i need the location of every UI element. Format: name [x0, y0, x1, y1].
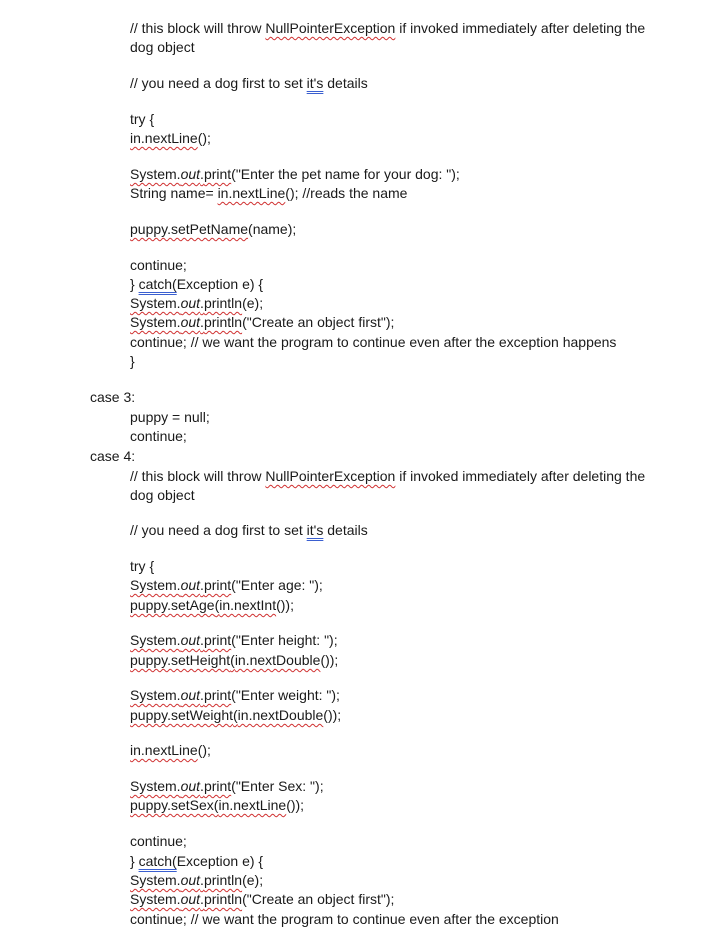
text: println	[203, 891, 243, 907]
text: .	[200, 687, 204, 703]
text: .	[200, 166, 204, 182]
spellcheck-word: puppy.setPetName	[130, 221, 249, 237]
text: out	[180, 166, 201, 182]
text: puppy.setHeight	[130, 652, 231, 668]
code-line	[130, 596, 294, 614]
text: ("Create an object first");	[242, 891, 395, 907]
text: .	[200, 891, 204, 907]
text: print	[203, 778, 232, 794]
code-line	[130, 706, 341, 724]
text: in.nextDouble	[234, 652, 321, 668]
code-line: continue; // we want the program to continue even after the exception happens	[130, 334, 617, 350]
text: // you need a dog first to set	[130, 75, 307, 91]
text: out	[180, 577, 201, 593]
code-line	[130, 852, 263, 870]
case-label: case 3:	[90, 389, 136, 405]
text: .	[200, 295, 204, 311]
grammar-word: catch(	[138, 853, 177, 869]
text: details	[323, 522, 368, 538]
text: .	[200, 632, 204, 648]
text: .	[200, 872, 204, 888]
text: println	[203, 314, 243, 330]
text: puppy.setWeight	[130, 707, 233, 723]
text: // you need a dog first to set	[130, 522, 307, 538]
text: ());	[276, 597, 294, 613]
text: out	[180, 778, 201, 794]
text: out	[180, 872, 201, 888]
text: in.nextInt	[219, 597, 277, 613]
text: // this block will throw	[130, 468, 266, 484]
spellcheck-word: NullPointerException	[265, 20, 396, 36]
text: ());	[323, 707, 342, 723]
comment-line	[130, 19, 645, 37]
comment-line	[130, 74, 368, 92]
text: (name);	[248, 221, 297, 237]
text: System.	[130, 632, 181, 648]
text: (e);	[242, 872, 264, 888]
code-line: try {	[130, 558, 155, 574]
text: .	[200, 577, 204, 593]
text: System.	[130, 778, 181, 794]
code-line	[130, 741, 211, 759]
text: in.nextLine	[218, 797, 287, 813]
text: if invoked immediately after deleting the	[395, 468, 646, 484]
text: print	[203, 577, 232, 593]
text: ());	[286, 797, 305, 813]
code-line	[130, 129, 211, 147]
text: print	[203, 687, 232, 703]
code-line	[130, 165, 460, 183]
code-line: continue;	[130, 428, 187, 444]
text: ("Enter age: ");	[231, 577, 323, 593]
text: Exception e) {	[176, 853, 264, 869]
code-line: puppy = null;	[130, 409, 210, 425]
text: if invoked immediately after deleting the	[395, 20, 646, 36]
text: ();	[197, 130, 211, 146]
text: (	[230, 652, 235, 668]
grammar-word: it's	[306, 522, 324, 538]
text: }	[130, 276, 139, 292]
code-line	[130, 631, 338, 649]
code-line	[130, 796, 304, 814]
text: details	[323, 75, 368, 91]
code-line: continue;	[130, 257, 187, 273]
code-line	[130, 313, 394, 331]
text: out	[180, 891, 201, 907]
text: ("Enter height: ");	[231, 632, 338, 648]
text: (); //reads the name	[285, 185, 408, 201]
text: puppy.setSex	[130, 797, 214, 813]
code-line: continue; // we want the program to continue even after the exception	[130, 911, 559, 927]
comment-line: dog object	[130, 39, 195, 55]
text: Exception e) {	[176, 276, 264, 292]
text: System.	[130, 314, 181, 330]
code-line	[130, 576, 323, 594]
code-line	[130, 294, 263, 312]
text: (	[214, 597, 220, 613]
text: String name=	[130, 185, 218, 201]
text: out	[180, 314, 201, 330]
code-line	[130, 686, 340, 704]
code-line: continue;	[130, 833, 187, 849]
text: ("Enter weight: ");	[231, 687, 340, 703]
text: .	[200, 778, 204, 794]
text: (	[233, 707, 238, 723]
text: print	[203, 632, 232, 648]
text: System.	[130, 872, 181, 888]
text: puppy.setAge	[130, 597, 215, 613]
comment-line: dog object	[130, 487, 195, 503]
text: out	[180, 687, 201, 703]
text: print	[203, 166, 232, 182]
text: }	[130, 853, 139, 869]
code-line	[130, 220, 296, 238]
spellcheck-word: in.nextLine	[217, 185, 286, 201]
code-line	[130, 184, 407, 202]
text: ("Enter the pet name for your dog: ");	[231, 166, 460, 182]
text: ();	[197, 742, 211, 758]
text: ());	[320, 652, 339, 668]
code-line	[130, 777, 324, 795]
text: println	[203, 872, 243, 888]
code-line: try {	[130, 111, 155, 127]
code-line	[130, 871, 263, 889]
text: // this block will throw	[130, 20, 266, 36]
spellcheck-word: in.nextLine	[130, 742, 198, 758]
code-line	[130, 275, 263, 293]
text: out	[180, 295, 201, 311]
text: System.	[130, 687, 181, 703]
text: out	[180, 632, 201, 648]
text: System.	[130, 577, 181, 593]
text: System.	[130, 891, 181, 907]
spellcheck-word: in.nextLine	[130, 130, 198, 146]
text: ("Create an object first");	[242, 314, 395, 330]
text: .	[200, 314, 204, 330]
text: System.	[130, 166, 181, 182]
text: System.	[130, 295, 181, 311]
text: in.nextDouble	[237, 707, 324, 723]
code-line	[130, 890, 394, 908]
text: ("Enter Sex: ");	[231, 778, 324, 794]
code-line	[130, 651, 338, 669]
comment-line	[130, 467, 645, 485]
code-line: }	[130, 353, 135, 369]
text: (e);	[242, 295, 264, 311]
case-label: case 4:	[90, 448, 136, 464]
grammar-word: it's	[306, 75, 324, 91]
grammar-word: catch(	[138, 276, 177, 292]
spellcheck-word: NullPointerException	[265, 468, 396, 484]
text: (	[213, 797, 219, 813]
text: println	[203, 295, 243, 311]
comment-line	[130, 521, 368, 539]
